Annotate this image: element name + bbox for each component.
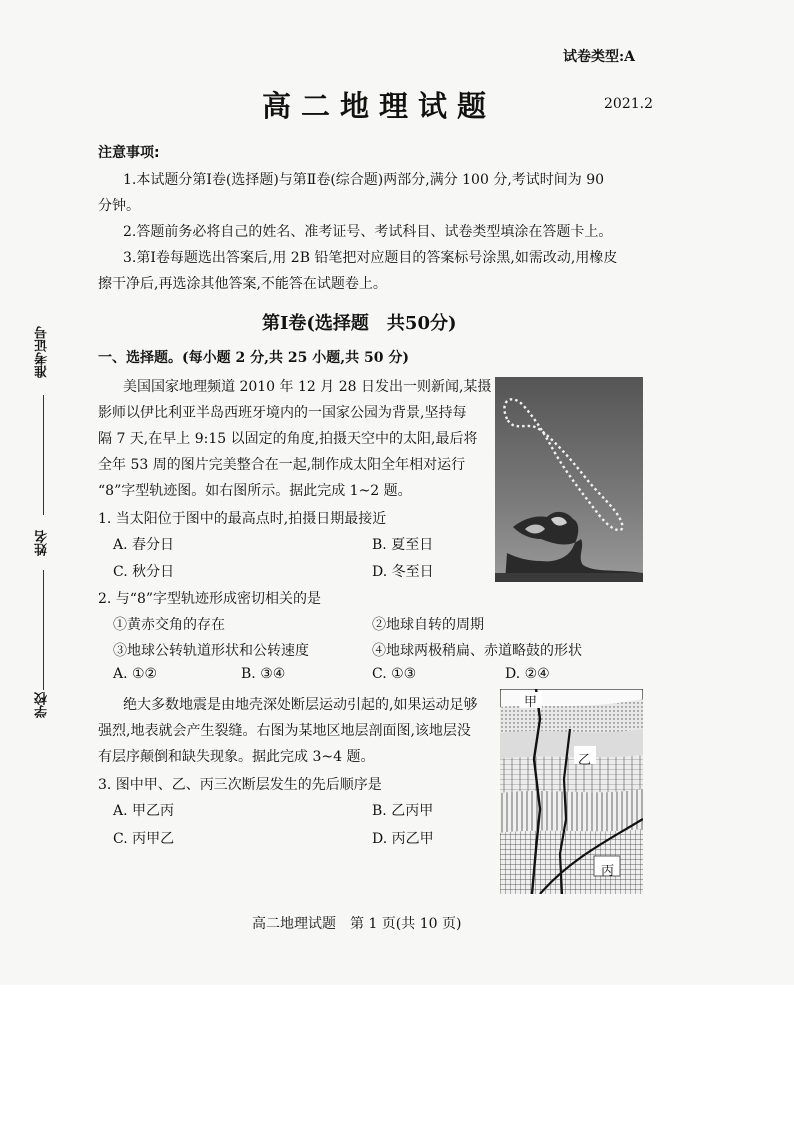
question-2-option: D. ②④ bbox=[505, 666, 550, 682]
passage2-line: 强烈,地表就会产生裂缝。右图为某地区地层剖面图,该地层没 bbox=[98, 723, 471, 739]
question-3-option: C. 丙甲乙 bbox=[113, 831, 175, 847]
passage2-line: 绝大多数地震是由地壳深处断层运动引起的,如果运动足够 bbox=[123, 697, 478, 713]
question-1-option: B. 夏至日 bbox=[372, 537, 434, 553]
question-2-statement: ③地球公转轨道形状和公转速度 bbox=[113, 643, 309, 659]
passage1-line: 全年 53 周的图片完美整合在一起,制作成太阳全年相对运行 bbox=[98, 457, 466, 473]
question-2-statement: ①黄赤交角的存在 bbox=[113, 617, 225, 633]
passage1-line: 影师以伊比利亚半岛西班牙境内的一国家公园为背景,坚持每 bbox=[98, 405, 467, 421]
side-line bbox=[43, 395, 44, 515]
question-1-stem: 1. 当太阳位于图中的最高点时,拍摄日期最接近 bbox=[98, 511, 387, 527]
fault-label-bing: 丙 bbox=[601, 864, 615, 879]
passage1-line: “8”字型轨迹图。如右图所示。据此完成 1~2 题。 bbox=[98, 483, 412, 499]
question-2-option: C. ①③ bbox=[372, 666, 417, 682]
section-title: 第Ⅰ卷(选择题 共50分) bbox=[262, 313, 457, 334]
notice-item-1: 1.本试题分第Ⅰ卷(选择题)与第Ⅱ卷(综合题)两部分,满分 100 分,考试时间为 90 bbox=[123, 172, 605, 188]
side-label-name: 姓名 bbox=[35, 530, 50, 556]
fault-label-jia: 甲 bbox=[524, 695, 538, 710]
side-label-exam-no: 准考证号 bbox=[35, 326, 50, 378]
exam-date: 2021.2 bbox=[604, 96, 653, 112]
question-3-stem: 3. 图中甲、乙、丙三次断层发生的先后顺序是 bbox=[98, 777, 382, 793]
notice-item-3-cont: 擦干净后,再选涂其他答案,不能答在试题卷上。 bbox=[98, 276, 387, 292]
question-2-statement: ④地球两极稍扁、赤道略鼓的形状 bbox=[372, 643, 582, 659]
question-1-option: A. 春分日 bbox=[113, 537, 175, 553]
notice-item-1-cont: 分钟。 bbox=[98, 198, 140, 214]
question-2-option: B. ③④ bbox=[241, 666, 286, 682]
question-3-option: A. 甲乙丙 bbox=[113, 803, 175, 819]
part-heading: 一、选择题。(每小题 2 分,共 25 小题,共 50 分) bbox=[98, 350, 409, 366]
passage1-line: 美国国家地理频道 2010 年 12 月 28 日发出一则新闻,某摄 bbox=[123, 379, 492, 395]
question-3-option: D. 丙乙甲 bbox=[372, 831, 434, 847]
blank-area bbox=[0, 985, 794, 1121]
question-1-option: D. 冬至日 bbox=[372, 564, 434, 580]
paper-type: 试卷类型:A bbox=[563, 49, 636, 65]
passage1-line: 隔 7 天,在早上 9:15 以固定的角度,拍摄天空中的太阳,最后将 bbox=[98, 431, 478, 447]
side-label-school: 学校 bbox=[35, 692, 50, 718]
question-2-statement: ②地球自转的周期 bbox=[372, 617, 484, 633]
page-title: 高二地理试题 bbox=[262, 89, 497, 123]
analemma-photo bbox=[495, 377, 643, 582]
question-3-option: B. 乙丙甲 bbox=[372, 803, 434, 819]
strata-cross-section bbox=[500, 689, 643, 894]
question-1-option: C. 秋分日 bbox=[113, 564, 175, 580]
notice-item-2: 2.答题前务必将自己的姓名、准考证号、考试科目、试卷类型填涂在答题卡上。 bbox=[123, 224, 613, 240]
question-2-option: A. ①② bbox=[113, 666, 158, 682]
passage2-line: 有层序颠倒和缺失现象。据此完成 3~4 题。 bbox=[98, 749, 375, 765]
fault-label-yi: 乙 bbox=[578, 753, 592, 768]
notice-heading: 注意事项: bbox=[98, 145, 160, 161]
question-2-stem: 2. 与“8”字型轨迹形成密切相关的是 bbox=[98, 591, 322, 607]
side-line bbox=[43, 570, 44, 690]
page-footer: 高二地理试题 第 1 页(共 10 页) bbox=[252, 916, 462, 932]
notice-item-3: 3.第Ⅰ卷每题选出答案后,用 2B 铅笔把对应题目的答案标号涂黑,如需改动,用橡皮 bbox=[123, 250, 618, 266]
